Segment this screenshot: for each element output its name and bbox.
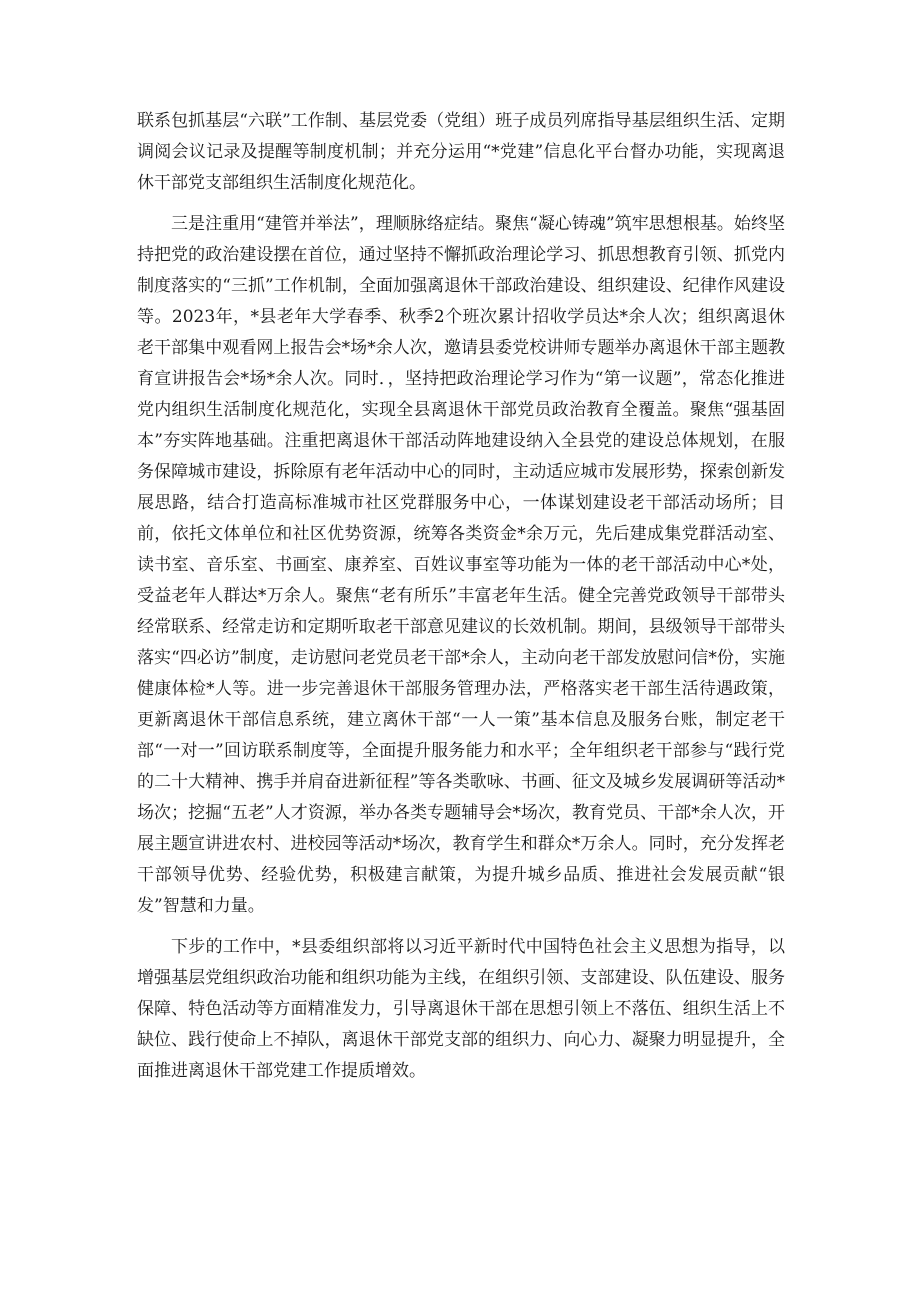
paragraph-continuation: 联系包抓基层“六联”工作制、基层党委（党组）班子成员列席指导基层组织生活、定期调阅会议记录及提醒等制度机制；并充分运用“*党建”信息化平台督办功能，实现离退休干部党支部组织生活制度化规范化。 (137, 111, 785, 193)
paragraph-point-three: 三是注重用“建管并举法”，理顺脉络症结。聚焦“凝心铸魂”筑牢思想根基。始终坚持把党的政治建设摆在首位，通过坚持不懈抓政治理论学习、抓思想教育引领、抓党内制度落实的“三抓”工作机制，全面加强离退休干部政治建设、组织建设、纪律作风建设等。2023年，*县老年大学春季、秋季2个班次累计招收学员达*余人次；组织离退休老干部集中观看网上报告会*场*余人次，邀请县委党校讲师专题举办离退休干部主题教育宣讲报告会*场*余人次。同时．，坚持把政治理论学习作为“第一议题”，常态化推进党内组织生活制度化规范化，实现全县离退休干部党员政治教育全覆盖。聚焦“强基固本”夯实阵地基础。注重把离退休干部活动阵地建设纳入全县党的建设总体规划，在服务保障城市建设，拆除原有老年活动中心的同时，主动适应城市发展形势，探索创新发展思路，结合打造高标准城市社区党群服务中心，一体谋划建设老干部活动场所；目前，依托文体单位和社区优势资源，统筹各类资金*余万元，先后建成集党群活动室、读书室、音乐室、书画室、康养室、百姓议事室等功能为一体的老干部活动中心*处，受益老年人群达*万余人。聚焦“老有所乐”丰富老年生活。健全完善党政领导干部带头经常联系、经常走访和定期听取老干部意见建议的长效机制。期间，县级领导干部带头落实“四必访”制度，走访慰问老党员老干部*余人，主动向老干部发放慰问信*份，实施健康体检*人等。进一步完善退休干部服务管理办法，严格落实老干部生活待遇政策，更新离退休干部信息系统，建立离休干部“一人一策”基本信息及服务台账，制定老干部“一对一”回访联系制度等，全面提升服务能力和水平；全年组织老干部参与“践行党的二十大精神、携手并肩奋进新征程”等各类歌咏、书画、征文及城乡发展调研等活动*场次；挖掘“五老”人才资源，举办各类专题辅导会*场次，教育党员、干部*余人次，开展主题宣讲进农村、进校园等活动*场次，教育学生和群众*万余人。同时，充分发挥老干部领导优势、经验优势，积极建言献策，为提升城乡品质、推进社会发展贡献“银发”智慧和力量。 (137, 214, 785, 916)
document-body (137, 106, 785, 1097)
paragraph-next-steps: 下步的工作中，*县委组织部将以习近平新时代中国特色社会主义思想为指导，以增强基层党组织政治功能和组织功能为主线，在组织引领、支部建设、队伍建设、服务保障、特色活动等方面精准发力，引导离退休干部在思想引领上不落伍、组织生活上不缺位、践行使命上不掉队，离退休干部党支部的组织力、向心力、凝聚力明显提升，全面推进离退休干部党建工作提质增效。 (137, 937, 785, 1081)
